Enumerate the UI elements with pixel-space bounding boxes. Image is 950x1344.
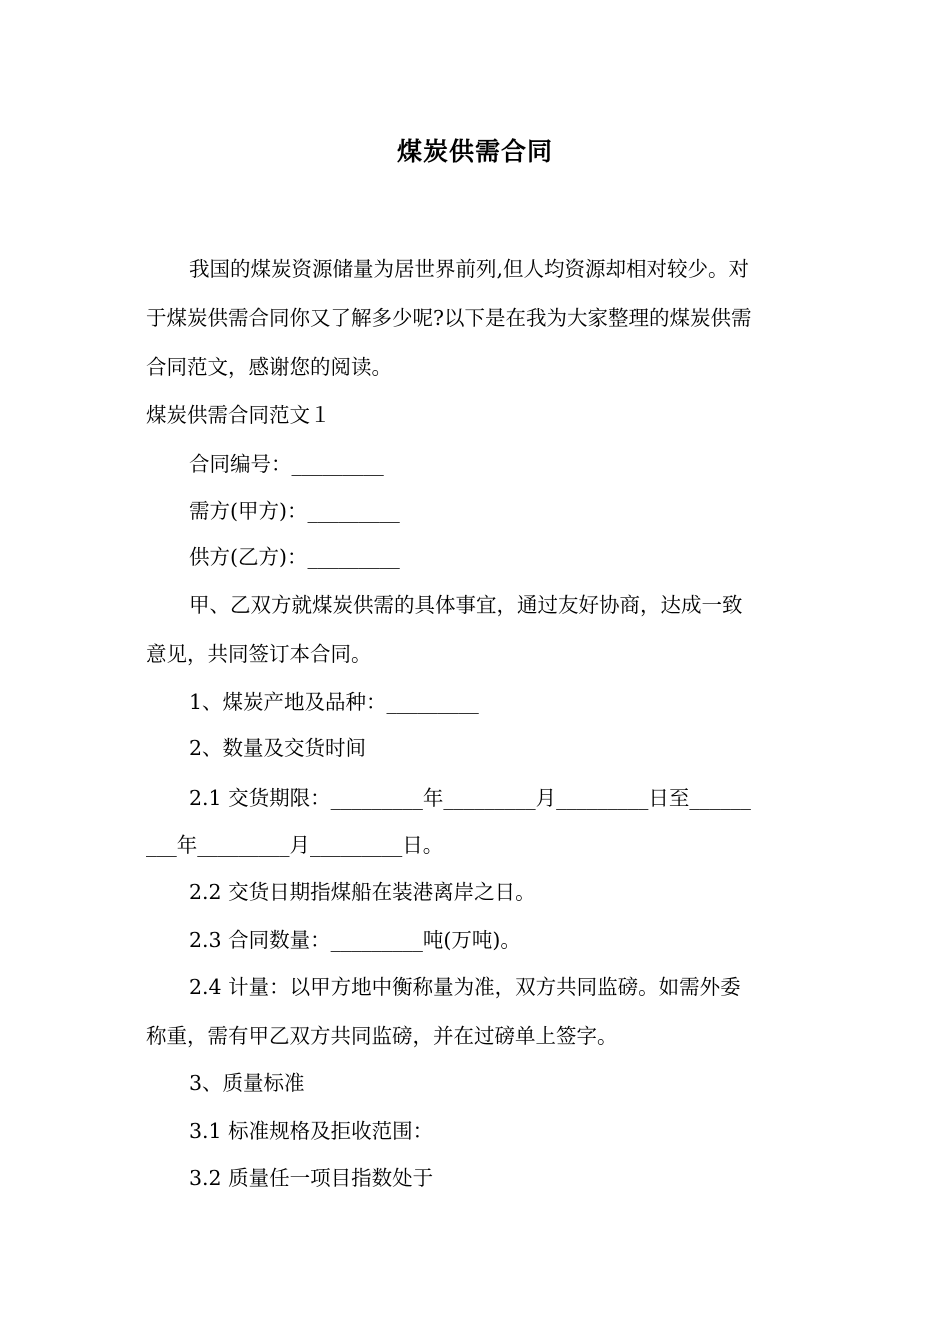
agreement-line-2: 意见，共同签订本合同。 <box>146 642 372 666</box>
contract-number-line: 合同编号：_________ <box>189 452 384 476</box>
document-title: 煤炭供需合同 <box>396 137 553 166</box>
section-heading: 煤炭供需合同范文１ <box>146 403 331 427</box>
clause-2: 2、数量及交货时间 <box>189 736 367 760</box>
clause-2-1-line-2: ___年_________月_________日。 <box>146 833 444 857</box>
clause-3-1: 3.1 标准规格及拒收范围： <box>189 1119 434 1143</box>
agreement-line-1: 甲、乙双方就煤炭供需的具体事宜，通过友好协商，达成一致 <box>189 593 743 617</box>
clause-2-3: 2.3 合同数量：_________吨(万吨)。 <box>189 928 521 952</box>
clause-2-2: 2.2 交货日期指煤船在装港离岸之日。 <box>189 880 536 904</box>
clause-1: 1、煤炭产地及品种：_________ <box>189 690 479 714</box>
intro-line-1: 我国的煤炭资源储量为居世界前列,但人均资源却相对较少。对 <box>189 257 750 281</box>
clause-3-2: 3.2 质量任一项目指数处于 <box>189 1166 434 1190</box>
clause-2-4-line-2: 称重，需有甲乙双方共同监磅，并在过磅单上签字。 <box>146 1024 618 1048</box>
intro-line-3: 合同范文，感谢您的阅读。 <box>146 355 392 379</box>
clause-3: 3、质量标准 <box>189 1071 305 1095</box>
intro-line-2: 于煤炭供需合同你又了解多少呢?以下是在我为大家整理的煤炭供需 <box>146 306 752 330</box>
supplier-line: 供方(乙方)：_________ <box>189 545 400 569</box>
clause-2-1-line-1: 2.1 交货期限：_________年_________月_________日至______ <box>189 786 751 810</box>
clause-2-4-line-1: 2.4 计量：以甲方地中衡称量为准，双方共同监磅。如需外委 <box>189 975 741 999</box>
buyer-line: 需方(甲方)：_________ <box>189 499 400 523</box>
